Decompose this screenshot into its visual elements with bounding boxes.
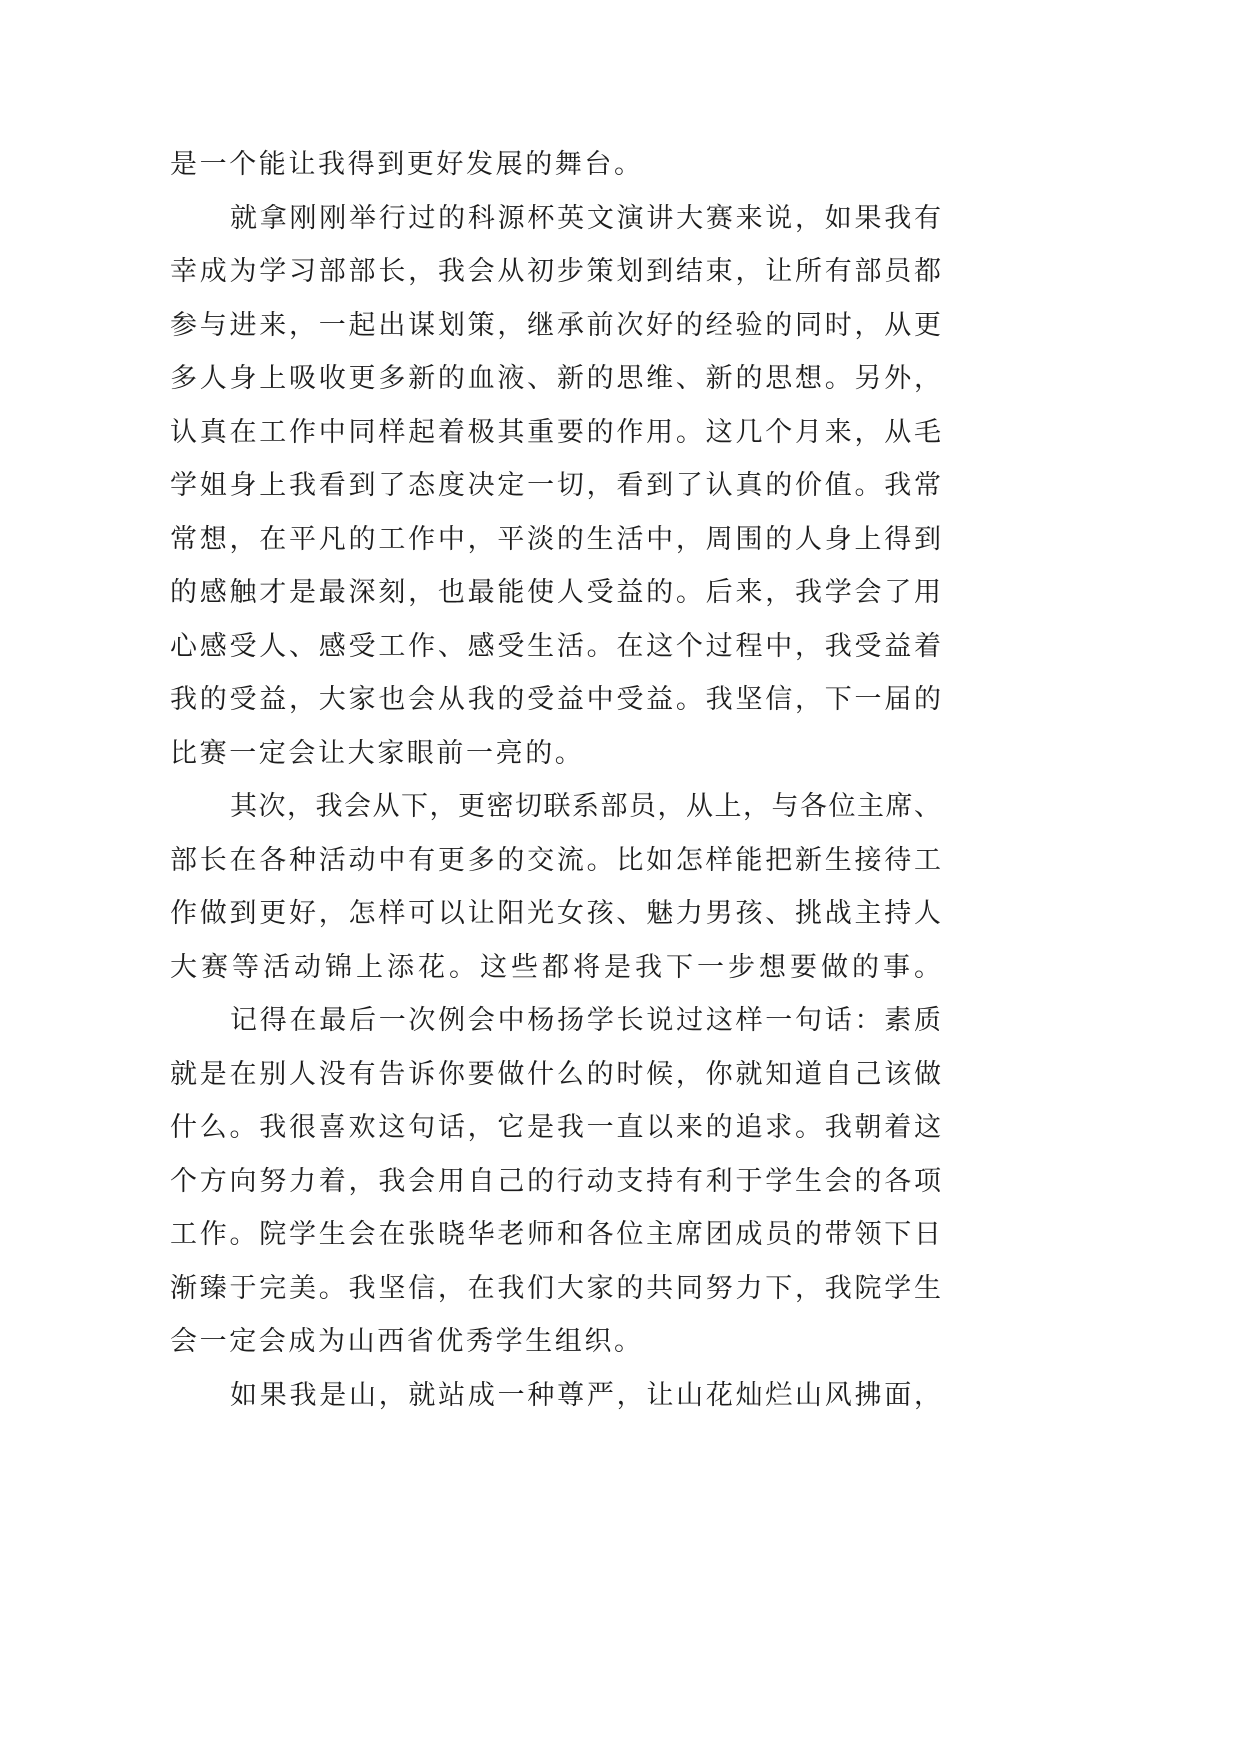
text-line: 如果我是山，就站成一种尊严，让山花灿烂山风拂面， — [230, 1379, 942, 1411]
text-line: 工作。院学生会在张晓华老师和各位主席团成员的带领下日 — [170, 1219, 942, 1250]
text-line: 常想，在平凡的工作中，平淡的生活中，周围的人身上得到 — [170, 523, 942, 555]
text-line: 什么。我很喜欢这句话，它是我一直以来的追求。我朝着这 — [170, 1112, 942, 1143]
text-line: 部长在各种活动中有更多的交流。比如怎样能把新生接待工 — [170, 844, 942, 876]
text-line: 心感受人、感受工作、感受生活。在这个过程中，我受益着 — [170, 630, 942, 662]
text-line: 幸成为学习部部长，我会从初步策划到结束，让所有部员都 — [170, 256, 942, 287]
body-text — [170, 138, 942, 1422]
text-line: 会一定会成为山西省优秀学生组织。 — [170, 1326, 644, 1357]
text-line: 个方向努力着，我会用自己的行动支持有利于学生会的各项 — [170, 1165, 942, 1197]
text-line: 大赛等活动锦上添花。这些都将是我下一步想要做的事。 — [170, 951, 942, 983]
text-line: 参与进来，一起出谋划策，继承前次好的经验的同时，从更 — [170, 309, 942, 341]
paragraph — [170, 994, 942, 1369]
text-line: 是一个能让我得到更好发展的舞台。 — [170, 149, 644, 180]
text-line: 就拿刚刚举行过的科源杯英文演讲大赛来说，如果我有 — [230, 202, 942, 234]
text-line: 我的受益，大家也会从我的受益中受益。我坚信，下一届的 — [170, 684, 942, 715]
text-line: 多人身上吸收更多新的血液、新的思维、新的思想。另外， — [170, 363, 942, 394]
paragraph — [170, 780, 942, 994]
text-line: 认真在工作中同样起着极其重要的作用。这几个月来，从毛 — [170, 416, 942, 448]
text-line: 记得在最后一次例会中杨扬学长说过这样一句话：素质 — [230, 1005, 942, 1036]
text-line: 作做到更好，怎样可以让阳光女孩、魅力男孩、挑战主持人 — [170, 898, 942, 929]
text-line: 学姐身上我看到了态度决定一切，看到了认真的价值。我常 — [170, 470, 942, 501]
text-line: 比赛一定会让大家眼前一亮的。 — [170, 737, 585, 769]
text-line: 的感触才是最深刻，也最能使人受益的。后来，我学会了用 — [170, 577, 942, 608]
paragraph — [170, 1369, 942, 1423]
text-line: 其次，我会从下，更密切联系部员，从上，与各位主席、 — [230, 791, 942, 822]
text-line: 就是在别人没有告诉你要做什么的时候，你就知道自己该做 — [170, 1058, 942, 1090]
text-line: 渐臻于完美。我坚信，在我们大家的共同努力下，我院学生 — [170, 1272, 942, 1304]
paragraph — [170, 192, 942, 781]
paragraph — [170, 138, 942, 192]
